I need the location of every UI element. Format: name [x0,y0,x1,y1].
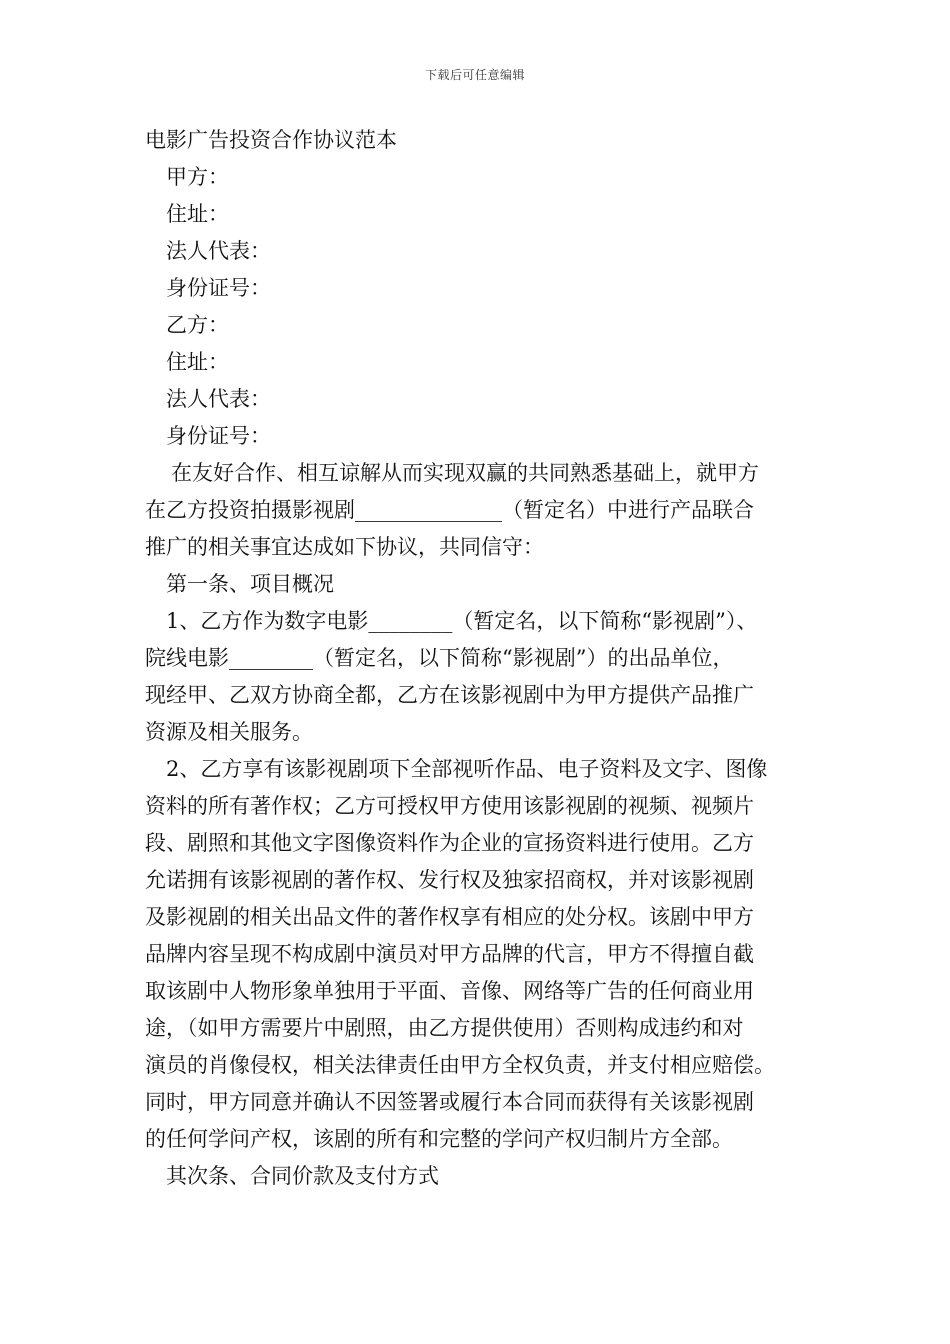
header-text: 下载后可任意编辑 [424,68,525,82]
clause-1-line: 院线电影________（暂定名，以下简称“影视剧”）的出品单位， [145,646,734,670]
document-title: 电影广告投资合作协议范本 [145,128,397,152]
page-header [0,66,950,83]
field-party-a: 甲方： [166,165,229,189]
clause-2-line: 品牌内容呈现不构成剧中演员对甲方品牌的代言，甲方不得擅自截 [145,942,754,966]
clause-1-line: 现经甲、乙双方协商全都，乙方在该影视剧中为甲方提供产品推广 [145,683,754,707]
clause-2-line: 资料的所有著作权；乙方可授权甲方使用该影视剧的视频、视频片 [145,794,754,818]
intro-line: 在友好合作、相互谅解从而实现双赢的共同熟悉基础上，就甲方 [171,461,759,485]
article-1-heading: 第一条、项目概况 [166,572,334,596]
intro-line: 推广的相关事宜达成如下协议，共同信守： [145,535,544,559]
clause-2-line: 允诺拥有该影视剧的著作权、发行权及独家招商权，并对该影视剧 [145,868,754,892]
clause-1-line: 资源及相关服务。 [145,720,313,744]
clause-2-paragraph [145,751,825,1158]
intro-line: 在乙方投资拍摄影视剧______________（暂定名）中进行产品联合 [145,498,754,522]
clause-2-line: 同时，甲方同意并确认不因签署或履行本合同而获得有关该影视剧 [145,1090,754,1114]
field-address-b: 住址： [166,350,229,374]
article-2-heading: 其次条、合同价款及支付方式 [166,1164,439,1188]
clause-2-line: 取该剧中人物形象单独用于平面、音像、网络等广告的任何商业用 [145,979,754,1003]
clause-1-line: 1、乙方作为数字电影________（暂定名，以下简称“影视剧”）、 [166,609,758,633]
intro-paragraph [145,455,825,566]
clause-2-line: 演员的肖像侵权，相关法律责任由甲方全权负责，并支付相应赔偿。 [145,1053,775,1077]
field-legal-rep-b: 法人代表： [166,387,271,411]
clause-2-line: 途，（如甲方需要片中剧照，由乙方提供使用）否则构成违约和对 [145,1016,744,1040]
clause-2-line: 的任何学问产权，该剧的所有和完整的学问产权归制片方全部。 [145,1127,733,1151]
clause-2-line: 及影视剧的相关出品文件的著作权享有相应的处分权。该剧中甲方 [145,905,754,929]
clause-2-line: 2、乙方享有该影视剧项下全部视听作品、电子资料及文字、图像 [166,757,768,781]
field-party-b: 乙方： [166,313,229,337]
document-body [145,122,825,1195]
field-id-number-a: 身份证号： [166,276,271,300]
field-id-number-b: 身份证号： [166,424,271,448]
clause-1-paragraph [145,603,825,751]
field-legal-rep-a: 法人代表： [166,239,271,263]
clause-2-line: 段、剧照和其他文字图像资料作为企业的宣扬资料进行使用。乙方 [145,831,754,855]
field-address-a: 住址： [166,202,229,226]
